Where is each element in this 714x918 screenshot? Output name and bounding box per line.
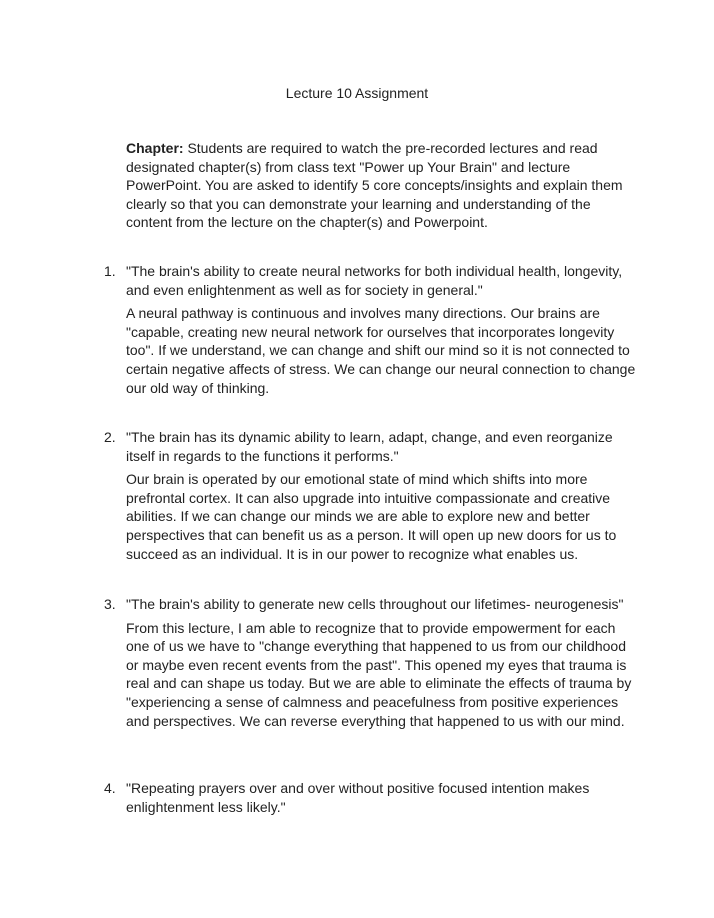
list-item-number: 1. bbox=[104, 263, 116, 279]
list-item-quote: "The brain's ability to create neural networks for both individual health, longevity, and even enlightenment as well as for society in general." bbox=[126, 263, 623, 298]
list-item-quote: "The brain has its dynamic ability to learn, adapt, change, and even reorganize itself in regards to the functions it performs." bbox=[126, 429, 613, 464]
list-item-body: A neural pathway is continuous and involves many directions. Our brains are "capable, creating new neural network for ourselves that incorporates longevity too". If we understand, we can change and shift our mind so it is not connected to certain negative affects of stress. We can change our neural connection to change our old way of thinking. bbox=[126, 305, 636, 396]
list-item-number: 4. bbox=[104, 780, 116, 796]
chapter-paragraph bbox=[126, 139, 636, 232]
chapter-label: Chapter: bbox=[126, 140, 184, 156]
page-title: Lecture 10 Assignment bbox=[285, 85, 429, 101]
list-item bbox=[104, 779, 644, 816]
list-item bbox=[104, 262, 644, 397]
list-item-number: 3. bbox=[104, 596, 116, 612]
list-item-body: From this lecture, I am able to recognize that to provide empowerment for each one of us we have to "change everything that happened to us from our childhood or maybe even recent events from the past". This opened my eyes that trauma is real and can shape us today. But we are able to eliminate the effects of trauma by "experiencing a sense of calmness and peacefulness from positive experiences and perspectives. We can reverse everything that happened to us with our mind. bbox=[126, 619, 632, 729]
list-item-quote: "The brain's ability to generate new cells throughout our lifetimes- neurogenesis" bbox=[126, 596, 624, 612]
list-item-number: 2. bbox=[104, 429, 116, 445]
list-item-quote: "Repeating prayers over and over without positive focused intention makes enlightenment less likely." bbox=[126, 780, 590, 815]
list-item bbox=[104, 595, 644, 730]
list-item bbox=[104, 428, 644, 563]
list-item-body: Our brain is operated by our emotional state of mind which shifts into more prefrontal cortex. It can also upgrade into intuitive compassionate and creative abilities. If we can change our minds we are able to explore new and better perspectives that can benefit us as a person. It will open up new doors for us to succeed as an individual. It is in our power to recognize what enables us. bbox=[126, 471, 617, 562]
chapter-text: Students are required to watch the pre-recorded lectures and read designated chapter(s) from class text "Power up Your Brain" and lecture PowerPoint. You are asked to identify 5 core concepts/insights and explain them clearly so that you can demonstrate your learning and understanding of the content from the lecture on the chapter(s) and Powerpoint. bbox=[126, 140, 623, 231]
